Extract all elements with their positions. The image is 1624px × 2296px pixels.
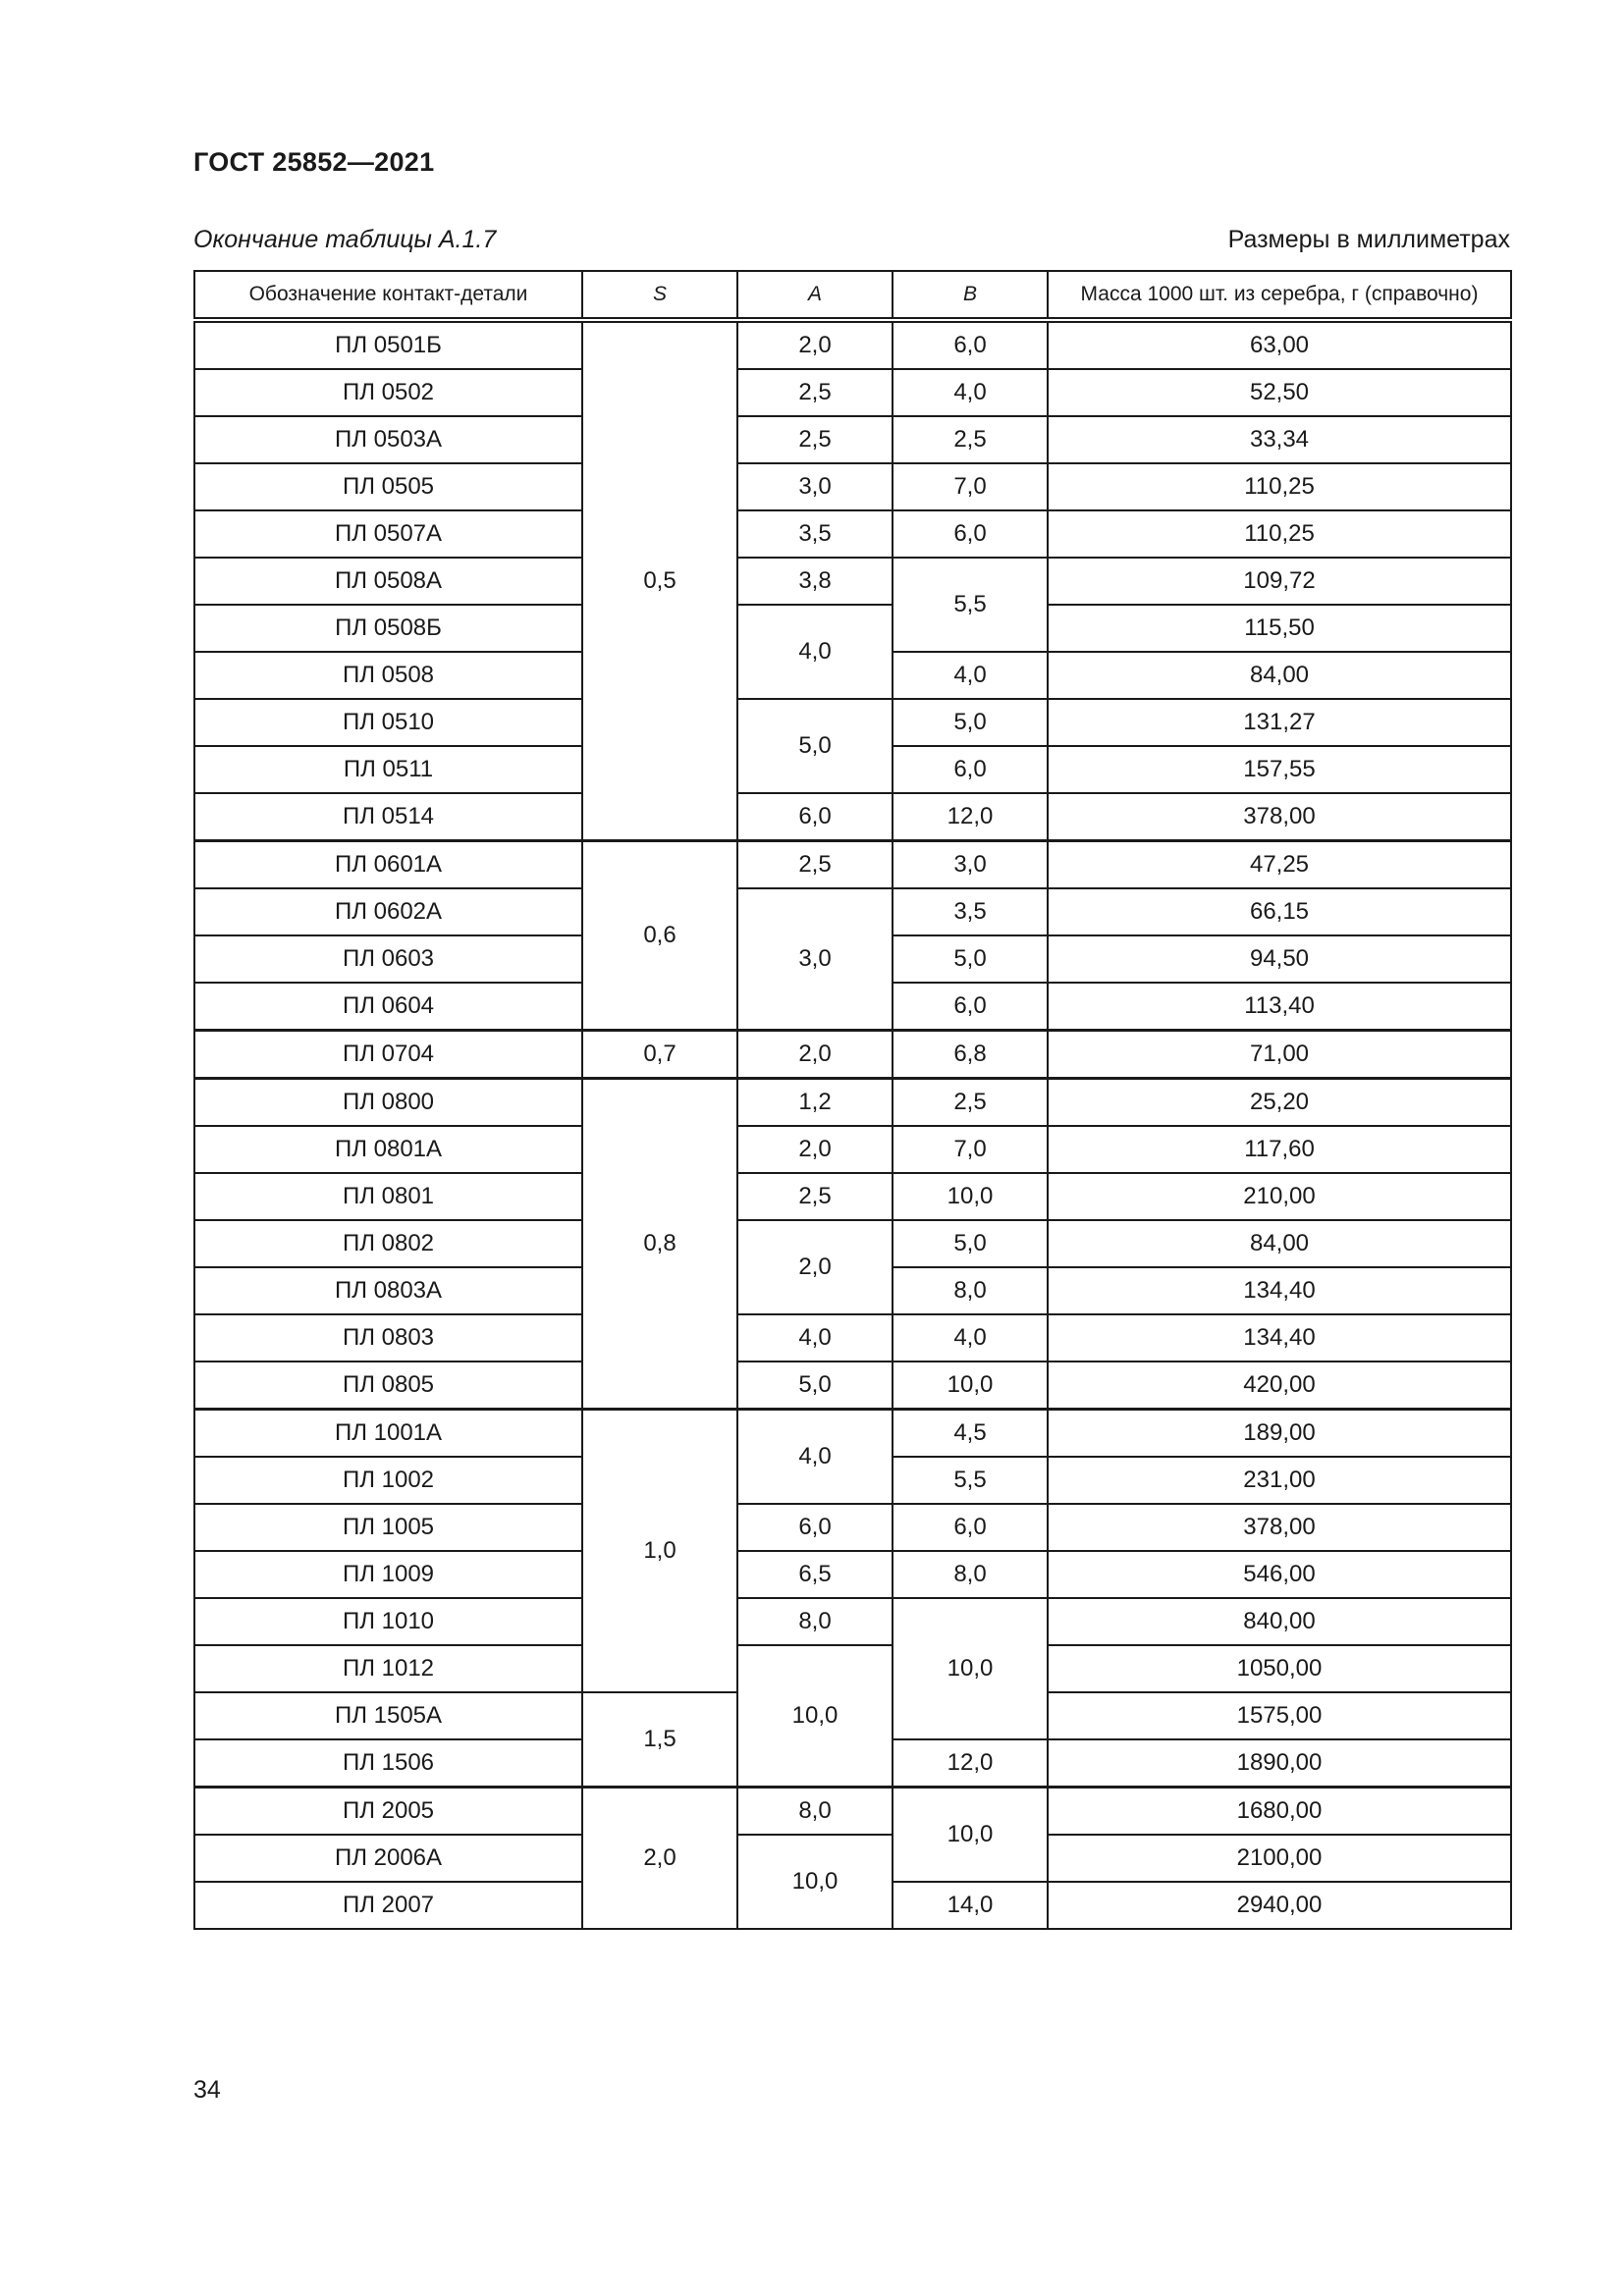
table-row [194, 1126, 1511, 1173]
table-row [194, 1504, 1511, 1551]
table-caption: Окончание таблицы А.1.7 [193, 226, 497, 253]
cell-a: 2,0 [737, 1220, 893, 1314]
cell-mass: 1050,00 [1048, 1645, 1511, 1692]
cell-b: 5,0 [893, 935, 1048, 983]
page-number: 34 [193, 2076, 221, 2104]
cell-b: 8,0 [893, 1267, 1048, 1314]
cell-designation: ПЛ 0803 [194, 1314, 582, 1362]
cell-a: 8,0 [737, 1788, 893, 1836]
cell-designation: ПЛ 1002 [194, 1457, 582, 1504]
table-row [194, 793, 1511, 841]
table-row [194, 1362, 1511, 1410]
table-row [194, 1598, 1511, 1645]
cell-mass: 84,00 [1048, 1220, 1511, 1267]
table-row [194, 1031, 1511, 1079]
table-row [194, 1551, 1511, 1598]
cell-designation: ПЛ 0604 [194, 983, 582, 1031]
cell-b: 4,5 [893, 1410, 1048, 1458]
col-header-mass: Масса 1000 шт. из серебра, г (справочно) [1048, 271, 1511, 320]
cell-a: 6,0 [737, 1504, 893, 1551]
cell-s: 0,6 [582, 841, 737, 1031]
cell-mass: 546,00 [1048, 1551, 1511, 1598]
cell-mass: 66,15 [1048, 888, 1511, 935]
cell-designation: ПЛ 2006А [194, 1835, 582, 1882]
cell-designation: ПЛ 0803А [194, 1267, 582, 1314]
cell-b: 6,0 [893, 510, 1048, 558]
cell-designation: ПЛ 0510 [194, 699, 582, 746]
cell-b: 5,5 [893, 558, 1048, 652]
cell-b: 10,0 [893, 1362, 1048, 1410]
cell-s: 0,5 [582, 320, 737, 841]
cell-mass: 378,00 [1048, 1504, 1511, 1551]
cell-designation: ПЛ 1005 [194, 1504, 582, 1551]
cell-designation: ПЛ 0503А [194, 416, 582, 463]
table-row [194, 558, 1511, 605]
cell-a: 2,5 [737, 369, 893, 416]
cell-designation: ПЛ 0602А [194, 888, 582, 935]
cell-s: 2,0 [582, 1788, 737, 1930]
cell-a: 4,0 [737, 1410, 893, 1505]
cell-designation: ПЛ 1009 [194, 1551, 582, 1598]
cell-a: 5,0 [737, 699, 893, 793]
cell-mass: 2100,00 [1048, 1835, 1511, 1882]
cell-b: 7,0 [893, 1126, 1048, 1173]
cell-b: 14,0 [893, 1882, 1048, 1929]
cell-mass: 110,25 [1048, 463, 1511, 510]
table-row [194, 699, 1511, 746]
cell-mass: 1890,00 [1048, 1739, 1511, 1788]
cell-a: 10,0 [737, 1645, 893, 1788]
table-row [194, 369, 1511, 416]
cell-s: 1,5 [582, 1692, 737, 1788]
cell-mass: 113,40 [1048, 983, 1511, 1031]
cell-designation: ПЛ 0508А [194, 558, 582, 605]
cell-designation: ПЛ 2005 [194, 1788, 582, 1836]
cell-designation: ПЛ 0508Б [194, 605, 582, 652]
cell-a: 2,0 [737, 1126, 893, 1173]
cell-a: 6,0 [737, 793, 893, 841]
cell-mass: 63,00 [1048, 320, 1511, 369]
table-row [194, 1220, 1511, 1267]
units-note: Размеры в миллиметрах [1227, 226, 1510, 253]
cell-b: 5,0 [893, 1220, 1048, 1267]
cell-mass: 117,60 [1048, 1126, 1511, 1173]
contact-parts-table [193, 270, 1512, 1930]
cell-a: 2,5 [737, 416, 893, 463]
cell-a: 6,5 [737, 1551, 893, 1598]
cell-a: 3,0 [737, 463, 893, 510]
cell-b: 12,0 [893, 793, 1048, 841]
table-row [194, 1835, 1511, 1882]
cell-b: 2,5 [893, 416, 1048, 463]
table-row [194, 320, 1511, 369]
cell-designation: ПЛ 0801А [194, 1126, 582, 1173]
col-header-a: A [737, 271, 893, 320]
cell-mass: 25,20 [1048, 1079, 1511, 1127]
cell-mass: 47,25 [1048, 841, 1511, 889]
cell-a: 2,5 [737, 1173, 893, 1220]
cell-designation: ПЛ 2007 [194, 1882, 582, 1929]
cell-designation: ПЛ 0514 [194, 793, 582, 841]
cell-a: 4,0 [737, 1314, 893, 1362]
standard-title: ГОСТ 25852—2021 [193, 147, 435, 177]
cell-designation: ПЛ 1012 [194, 1645, 582, 1692]
cell-mass: 1575,00 [1048, 1692, 1511, 1739]
cell-a: 3,5 [737, 510, 893, 558]
cell-designation: ПЛ 0508 [194, 652, 582, 699]
table-row [194, 1410, 1511, 1458]
table-row [194, 1788, 1511, 1836]
cell-a: 5,0 [737, 1362, 893, 1410]
cell-b: 10,0 [893, 1598, 1048, 1739]
table-row [194, 463, 1511, 510]
cell-mass: 71,00 [1048, 1031, 1511, 1079]
cell-designation: ПЛ 0802 [194, 1220, 582, 1267]
table-row [194, 1079, 1511, 1127]
cell-designation: ПЛ 1001А [194, 1410, 582, 1458]
cell-b: 10,0 [893, 1788, 1048, 1883]
table-row [194, 888, 1511, 935]
cell-a: 8,0 [737, 1598, 893, 1645]
table-row [194, 1173, 1511, 1220]
cell-b: 7,0 [893, 463, 1048, 510]
cell-mass: 52,50 [1048, 369, 1511, 416]
cell-b: 6,0 [893, 983, 1048, 1031]
cell-mass: 134,40 [1048, 1267, 1511, 1314]
cell-a: 10,0 [737, 1835, 893, 1929]
cell-designation: ПЛ 0502 [194, 369, 582, 416]
cell-b: 2,5 [893, 1079, 1048, 1127]
cell-designation: ПЛ 0505 [194, 463, 582, 510]
cell-designation: ПЛ 0805 [194, 1362, 582, 1410]
table-row [194, 1314, 1511, 1362]
cell-a: 3,0 [737, 888, 893, 1031]
cell-b: 6,0 [893, 320, 1048, 369]
cell-mass: 94,50 [1048, 935, 1511, 983]
cell-b: 12,0 [893, 1739, 1048, 1788]
cell-a: 3,8 [737, 558, 893, 605]
cell-mass: 157,55 [1048, 746, 1511, 793]
cell-b: 4,0 [893, 369, 1048, 416]
col-header-designation: Обозначение контакт-детали [194, 271, 582, 320]
cell-b: 5,0 [893, 699, 1048, 746]
cell-b: 10,0 [893, 1173, 1048, 1220]
cell-mass: 115,50 [1048, 605, 1511, 652]
cell-mass: 110,25 [1048, 510, 1511, 558]
table-row [194, 1645, 1511, 1692]
cell-b: 8,0 [893, 1551, 1048, 1598]
cell-a: 2,0 [737, 320, 893, 369]
cell-mass: 231,00 [1048, 1457, 1511, 1504]
table-row [194, 416, 1511, 463]
cell-mass: 378,00 [1048, 793, 1511, 841]
cell-s: 0,8 [582, 1079, 737, 1410]
cell-mass: 1680,00 [1048, 1788, 1511, 1836]
cell-b: 3,5 [893, 888, 1048, 935]
cell-mass: 189,00 [1048, 1410, 1511, 1458]
table-row [194, 510, 1511, 558]
cell-designation: ПЛ 0801 [194, 1173, 582, 1220]
cell-designation: ПЛ 0511 [194, 746, 582, 793]
cell-b: 6,8 [893, 1031, 1048, 1079]
cell-mass: 84,00 [1048, 652, 1511, 699]
cell-s: 1,0 [582, 1410, 737, 1693]
cell-designation: ПЛ 0501Б [194, 320, 582, 369]
cell-mass: 109,72 [1048, 558, 1511, 605]
cell-mass: 134,40 [1048, 1314, 1511, 1362]
cell-a: 4,0 [737, 605, 893, 699]
cell-b: 5,5 [893, 1457, 1048, 1504]
cell-b: 4,0 [893, 1314, 1048, 1362]
table-row [194, 605, 1511, 652]
table-row [194, 841, 1511, 889]
col-header-b: B [893, 271, 1048, 320]
cell-designation: ПЛ 0603 [194, 935, 582, 983]
cell-designation: ПЛ 0704 [194, 1031, 582, 1079]
cell-mass: 2940,00 [1048, 1882, 1511, 1929]
cell-b: 6,0 [893, 1504, 1048, 1551]
cell-a: 2,0 [737, 1031, 893, 1079]
cell-designation: ПЛ 0507А [194, 510, 582, 558]
cell-mass: 33,34 [1048, 416, 1511, 463]
table-header-row [194, 271, 1511, 320]
cell-designation: ПЛ 0800 [194, 1079, 582, 1127]
cell-b: 4,0 [893, 652, 1048, 699]
cell-mass: 420,00 [1048, 1362, 1511, 1410]
cell-b: 6,0 [893, 746, 1048, 793]
cell-designation: ПЛ 0601А [194, 841, 582, 889]
cell-designation: ПЛ 1505А [194, 1692, 582, 1739]
cell-s: 0,7 [582, 1031, 737, 1079]
cell-b: 3,0 [893, 841, 1048, 889]
cell-mass: 840,00 [1048, 1598, 1511, 1645]
col-header-s: S [582, 271, 737, 320]
cell-designation: ПЛ 1506 [194, 1739, 582, 1788]
cell-mass: 210,00 [1048, 1173, 1511, 1220]
cell-designation: ПЛ 1010 [194, 1598, 582, 1645]
cell-a: 2,5 [737, 841, 893, 889]
cell-mass: 131,27 [1048, 699, 1511, 746]
cell-a: 1,2 [737, 1079, 893, 1127]
